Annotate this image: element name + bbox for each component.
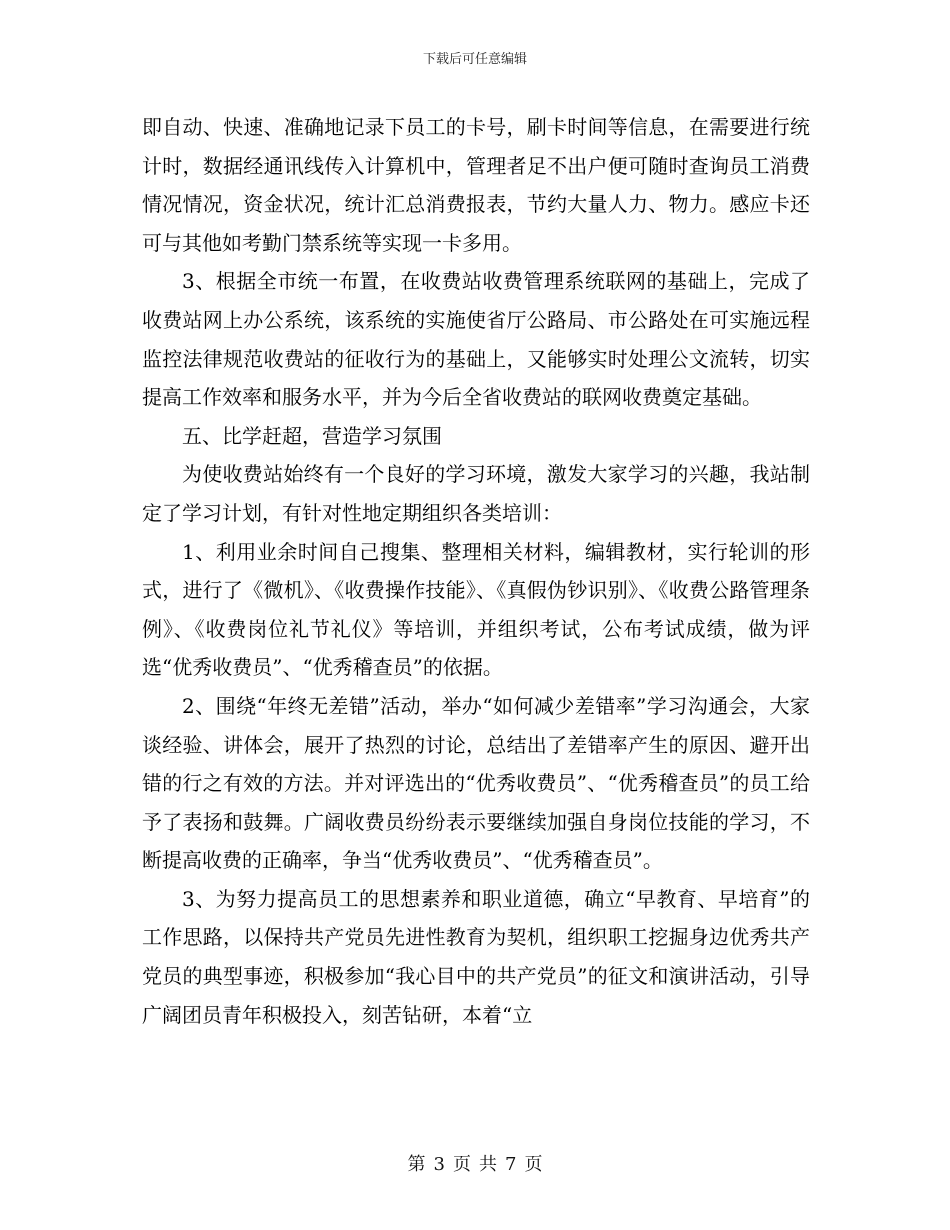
paragraph-2: 3、根据全市统一布置，在收费站收费管理系统联网的基础上，完成了收费站网上办公系统，该系统的实施使省厅公路局、市公路处在可实施远程监控法律规范收费站的征收行为的基础上，又能够实时处理公文流转，切实提高工作效率和服务水平，并为今后全省收费站的联网收费奠定基础。 <box>142 269 810 410</box>
footer-page-number: 3 <box>433 1154 445 1175</box>
document-body <box>142 108 810 1034</box>
footer-prefix: 第 <box>407 1154 426 1175</box>
footer-total-pages: 7 <box>505 1154 517 1175</box>
footer-total-unit: 页 <box>524 1154 543 1175</box>
page-footer <box>0 1153 950 1177</box>
footer-page-unit: 页 <box>453 1154 471 1175</box>
page-header: 下载后可任意编辑 <box>422 52 527 67</box>
paragraph-1: 即自动、快速、准确地记录下员工的卡号，刷卡时间等信息，在需要进行统计时，数据经通讯线传入计算机中，管理者足不出户便可随时查询员工消费情况情况，资金状况，统计汇总消费报表，节约大量人力、物力。感应卡还可与其他如考勤门禁系统等实现一卡多用。 <box>142 115 810 255</box>
footer-total-prefix: 共 <box>479 1154 497 1175</box>
paragraph-6: 3、为努力提高员工的思想素养和职业道德，确立“早教育、早培育”的工作思路，以保持共产党员先进性教育为契机，组织职工挖掘身边优秀共产党员的典型事迹，积极参加“我心目中的共产党员”的征文和演讲活动，引导广阔团员青年积极投入，刻苦钻研，本着“立 <box>142 886 810 1027</box>
section-heading: 五、比学赶超，营造学习氛围 <box>182 423 442 448</box>
paragraph-5: 2、围绕“年终无差错”活动，举办“如何减少差错率”学习沟通会，大家谈经验、讲体会，展开了热烈的讨论，总结出了差错率产生的原因、避开出错的行之有效的方法。并对评选出的“优秀收费员”、“优秀稽查员”的员工给予了表扬和鼓舞。广阔收费员纷纷表示要继续加强自身岗位技能的学习，不断提高收费的正确率，争当“优秀收费员”、“优秀稽查员”。 <box>142 693 810 873</box>
paragraph-3: 为使收费站始终有一个良好的学习环境，激发大家学习的兴趣，我站制定了学习计划，有针对性地定期组织各类培训： <box>142 462 810 525</box>
paragraph-4: 1、利用业余时间自己搜集、整理相关材料，编辑教材，实行轮训的形式，进行了《微机》、《收费操作技能》、《真假伪钞识别》、《收费公路管理条例》、《收费岗位礼节礼仪》等培训，并组织考试，公布考试成绩，做为评选“优秀收费员”、“优秀稽查员”的依据。 <box>142 539 810 680</box>
